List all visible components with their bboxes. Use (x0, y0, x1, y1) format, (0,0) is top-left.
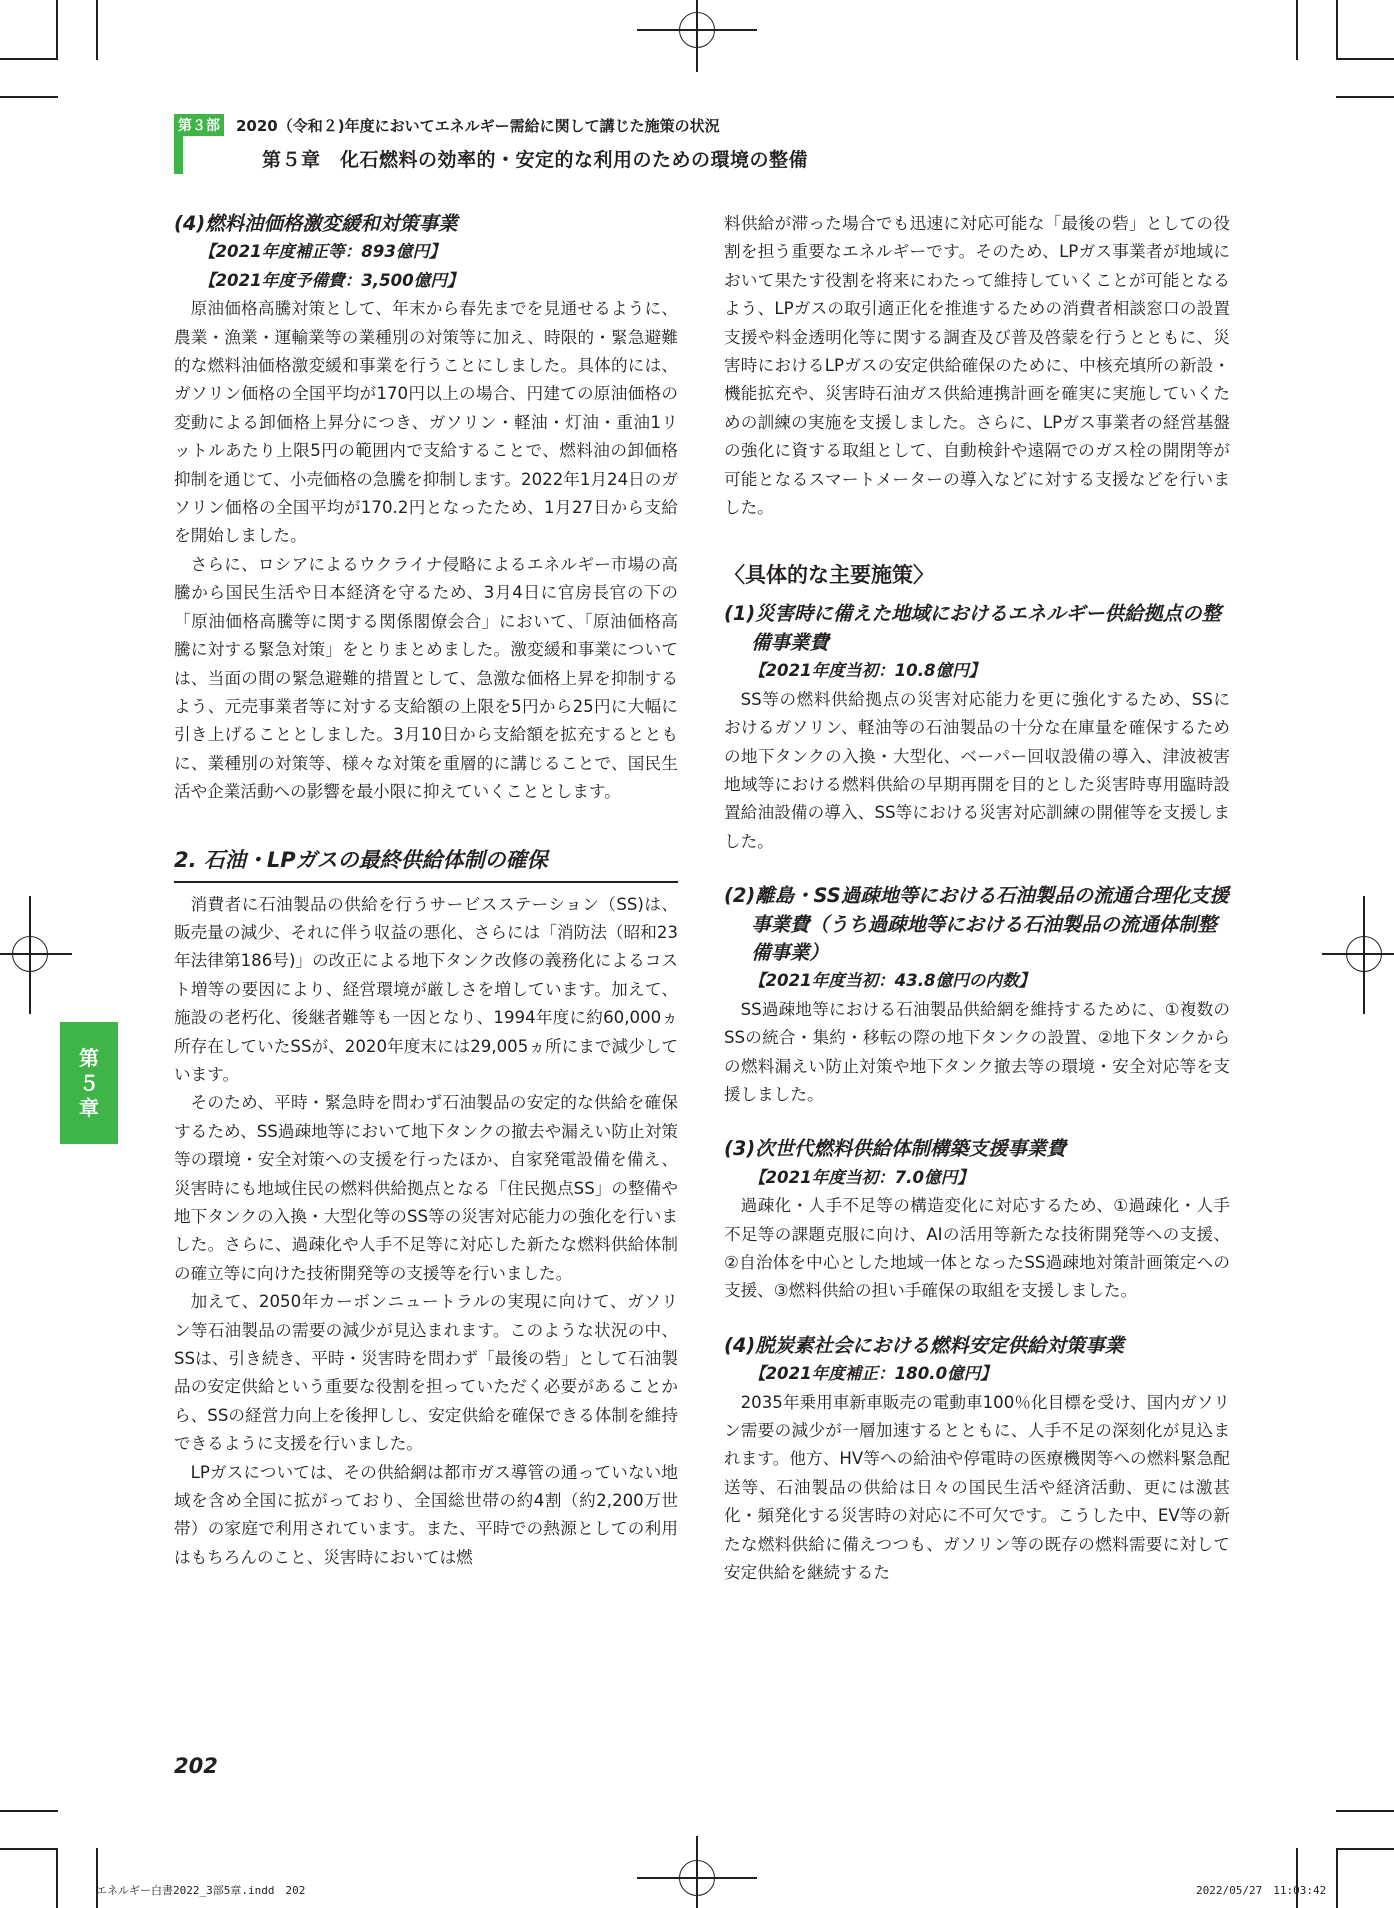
measure1-title: (1)災害時に備えた地域におけるエネルギー供給拠点の整備事業費 (724, 602, 1221, 654)
page-number: 202 (174, 1754, 218, 1778)
part-title: 2020（令和２)年度においてエネルギー需給に関して講じた施策の状況 (236, 117, 720, 135)
section2-paragraph-2: そのため、平時・緊急時を問わず石油製品の安定的な供給を確保するため、SS過疎地等において地下タンクの撤去や漏えい防止対策等の環境・安全対策への支援を行ったほか、自家発電設備を備え、災害時にも地域住民の燃料供給拠点となる「住民拠点SS」の整備や地下タンクの入換・大型化等のSS等の災害対応能力の強化を行いました。さらに、過疎化や人手不足等に対応した新たな燃料供給体制の確立等に向けた技術開発等の支援等を行いました。 (174, 1093, 678, 1283)
section2-paragraph-4: LPガスについては、その供給網は都市ガス導管の通っていない地域を含め全国に拡がっており、全国総世帯の約4割（約2,200万世帯）の家庭で利用されています。また、平時での熱源としての利用はもちろんのこと、災害時においては燃 (174, 1462, 678, 1567)
right-column (724, 210, 1230, 1587)
measure3-budget: 【2021年度当初：7.0億円】 (748, 1167, 974, 1187)
section2-paragraph-3: 加えて、2050年カーボンニュートラルの実現に向けて、ガソリン等石油製品の需要の減少が見込まれます。このような状況の中、SSは、引き続き、平時・災害時を問わず「最後の砦」として石油製品の安定供給という重要な役割を担っていただく必要があることから、SSの経営力向上を後押しし、安定供給を確保できる体制を維持できるように支援を行いました。 (174, 1292, 678, 1454)
chapter-title: 第５章 化石燃料の効率的・安定的な利用のための環境の整備 (262, 149, 809, 171)
measure2-paragraph: SS過疎地等における石油製品供給網を維持するために、①複数のSSの統合・集約・移転の際の地下タンクの設置、②地下タンクからの燃料漏えい防止対策や地下タンク撤去等の環境・安全対応等を支援しました。 (724, 999, 1230, 1104)
section2-title: 2. 石油・LPガスの最終供給体制の確保 (174, 843, 678, 883)
header-accent-bar (174, 136, 183, 174)
continued-paragraph: 料供給が滞った場合でも迅速に対応可能な「最後の砦」としての役割を担う重要なエネルギーです。そのため、LPガス事業者が地域において果たす役割を将来にわたって維持していくことが可能となるよう、LPガスの取引適正化を推進するための消費者相談窓口の設置支援や料金透明化等に関する調査及び普及啓蒙を行うとともに、災害時におけるLPガスの安定供給確保のために、中核充填所の新設・機能拡充や、災害時石油ガス供給連携計画を確実に実施していくための訓練の実施を支援しました。さらに、LPガス事業者の経営基盤の強化に資する取組として、自動検針や遠隔でのガス栓の開閉等が可能となるスマートメーターの導入などに対する支援などを行いました。 (724, 214, 1230, 518)
item4-paragraph-2: さらに、ロシアによるウクライナ侵略によるエネルギー市場の高騰から国民生活や日本経済を守るため、3月4日に官房長官の下の「原油価格高騰等に関する関係閣僚会合」において、「原油価格高騰に対する緊急対策」をとりまとめました。激変緩和事業については、当面の間の緊急避難的措置として、急激な価格上昇を抑制するよう、元売事業者等に対する支給額の上限を5円から25円に大幅に引き上げることとしました。3月10日から支給額を拡充するとともに、業種別の対策等、様々な対策を重層的に講じることで、国民生活や企業活動への影響を最小限に抑えていくこととします。 (174, 554, 678, 802)
chapter-side-tab (60, 1022, 118, 1144)
left-column (174, 210, 678, 1572)
print-slug-file: エネルギー白書2022_3部5章.indd 202 (96, 1884, 306, 1897)
measures-title: 〈具体的な主要施策〉 (724, 563, 934, 588)
item4-paragraph-1: 原油価格高騰対策として、年末から春先までを見通せるように、農業・漁業・運輸業等の業種別の対策等に加え、時限的・緊急避難的な燃料油価格激変緩和事業を行うことにしました。具体的には、ガソリン価格の全国平均が170円以上の場合、円建ての原油価格の変動による卸価格上昇分につき、ガソリン・軽油・灯油・重油1リットルあたり上限5円の範囲内で支給することで、燃料油の卸価格抑制を通じて、小売価格の急騰を抑制します。2022年1月24日のガソリン価格の全国平均が170.2円となったため、1月27日から支給を開始しました。 (174, 299, 678, 546)
measure4-title: (4)脱炭素社会における燃料安定供給対策事業 (724, 1333, 1124, 1357)
measure3-paragraph: 過疎化・人手不足等の構造変化に対応するため、①過疎化・人手不足等の課題克服に向け、AIの活用等新たな技術開発等への支援、②自治体を中心とした地域一体となったSS過疎地対策計画策定への支援、③燃料供給の担い手確保の取組を支援しました。 (724, 1196, 1230, 1301)
measure3-title: (3)次世代燃料供給体制構築支援事業費 (724, 1137, 1066, 1161)
side-tab-line1: 第 (79, 1045, 99, 1070)
measure1-budget: 【2021年度当初：10.8億円】 (748, 661, 986, 681)
item4-title: (4)燃料油価格激変緩和対策事業 (174, 212, 458, 235)
item4-budget-2: 【2021年度予備費：3,500億円】 (198, 270, 464, 290)
item4-budget-1: 【2021年度補正等：893億円】 (198, 242, 446, 262)
measure2-budget: 【2021年度当初：43.8億円の内数】 (748, 971, 1036, 991)
section2-paragraph-1: 消費者に石油製品の供給を行うサービスステーション（SS)は、販売量の減少、それに伴う収益の悪化、さらには「消防法（昭和23年法律第186号)」の改正による地下タンク改修の義務化によるコスト増等の要因により、経営環境が厳しさを増しています。加えて、施設の老朽化、後継者難等も一因となり、1994年度に約60,000ヵ所存在していたSSが、2020年度末には29,005ヵ所にまで減少しています。 (174, 894, 678, 1084)
side-tab-line3: 章 (79, 1095, 99, 1120)
side-tab-line2: ５ (79, 1070, 99, 1095)
part-badge: 第３部 (174, 114, 224, 136)
print-slug-timestamp: 2022/05/27 11:03:42 (1196, 1884, 1327, 1897)
measure4-paragraph: 2035年乗用車新車販売の電動車100％化目標を受け、国内ガソリン需要の減少が一層加速するとともに、人手不足の深刻化が見込まれます。他方、HV等への給油や停電時の医療機関等への燃料緊急配送等、石油製品の供給は日々の国民生活や経済活動、更には激甚化・頻発化する災害時の対応に不可欠です。こうした中、EV等の新たな燃料供給に備えつつも、ガソリン等の既存の燃料需要に対して安定供給を継続するた (724, 1392, 1230, 1583)
measure4-budget: 【2021年度補正：180.0億円】 (748, 1364, 997, 1384)
measure1-paragraph: SS等の燃料供給拠点の災害対応能力を更に強化するため、SSにおけるガソリン、軽油等の石油製品の十分な在庫量を確保するための地下タンクの入換・大型化、ベーパー回収設備の導入、津波被害地域等における燃料供給の早期再開を目的とした災害時専用臨時設置給油設備の導入、SS等における災害対応訓練の開催等を支援しました。 (724, 689, 1230, 851)
measure2-title: (2)離島・SS過疎地等における石油製品の流通合理化支援事業費（うち過疎地等における石油製品の流通体制整備事業） (724, 884, 1229, 964)
